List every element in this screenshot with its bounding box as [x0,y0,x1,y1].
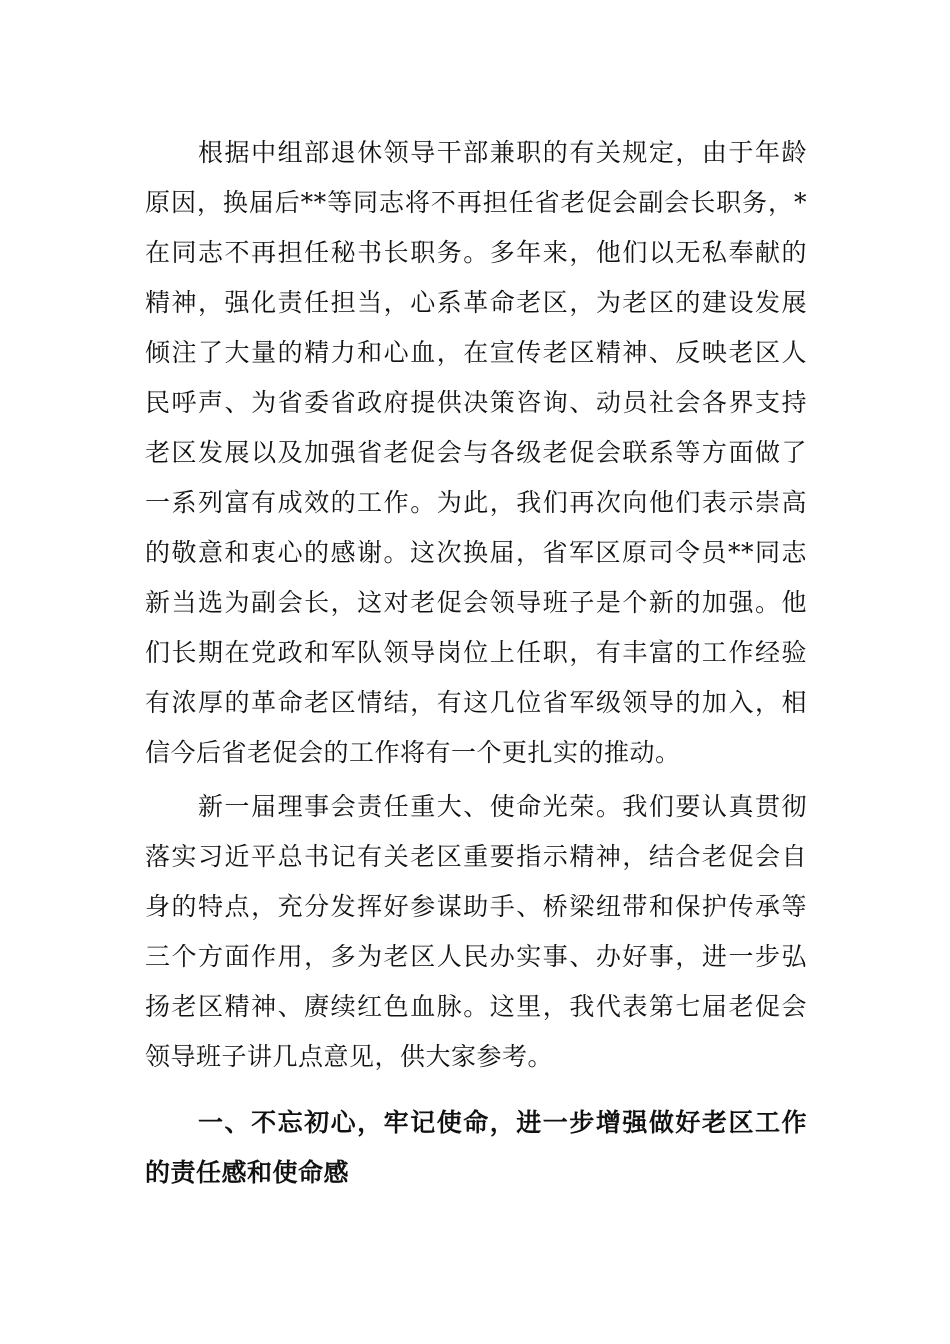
paragraph-line: 们长期在党政和军队领导岗位上任职，有丰富的工作经验 [145,638,807,667]
section-heading-1 [145,1098,807,1198]
heading-line: 一、不忘初心，牢记使命，进一步增强做好老区工作 [145,1108,807,1137]
paragraph-line: 身的特点，充分发挥好参谋助手、桥梁纽带和保护传承等 [145,892,807,921]
paragraph-line: 民呼声、为省委省政府提供决策咨询、动员社会各界支持 [145,388,807,417]
paragraph-line: 信今后省老促会的工作将有一个更扎实的推动。 [145,738,681,767]
paragraph-line: 精神，强化责任担当，心系革命老区，为老区的建设发展 [145,288,807,317]
paragraph-2 [145,782,807,1082]
paragraph-line: 有浓厚的革命老区情结，有这几位省军级领导的加入，相 [145,688,807,717]
paragraph-line: 一系列富有成效的工作。为此，我们再次向他们表示崇高 [145,488,807,517]
paragraph-line: 老区发展以及加强省老促会与各级老促会联系等方面做了 [145,438,807,467]
paragraph-line: 领导班子讲几点意见，供大家参考。 [145,1042,554,1071]
heading-line: 的责任感和使命感 [145,1158,350,1187]
paragraph-line: 在同志不再担任秘书长职务。多年来，他们以无私奉献的 [145,238,807,267]
paragraph-line: 根据中组部退休领导干部兼职的有关规定，由于年龄 [145,138,807,167]
paragraph-line: 原因，换届后**等同志将不再担任省老促会副会长职务，* [145,188,807,217]
paragraph-line: 的敬意和衷心的感谢。这次换届，省军区原司令员**同志 [145,538,807,567]
paragraph-1 [145,128,807,778]
paragraph-line: 新一届理事会责任重大、使命光荣。我们要认真贯彻 [145,792,807,821]
paragraph-line: 落实习近平总书记有关老区重要指示精神，结合老促会自 [145,842,807,871]
paragraph-line: 新当选为副会长，这对老促会领导班子是个新的加强。他 [145,588,807,617]
paragraph-line: 倾注了大量的精力和心血，在宣传老区精神、反映老区人 [145,338,807,367]
paragraph-line: 三个方面作用，多为老区人民办实事、办好事，进一步弘 [145,942,807,971]
paragraph-line: 扬老区精神、赓续红色血脉。这里，我代表第七届老促会 [145,992,807,1021]
